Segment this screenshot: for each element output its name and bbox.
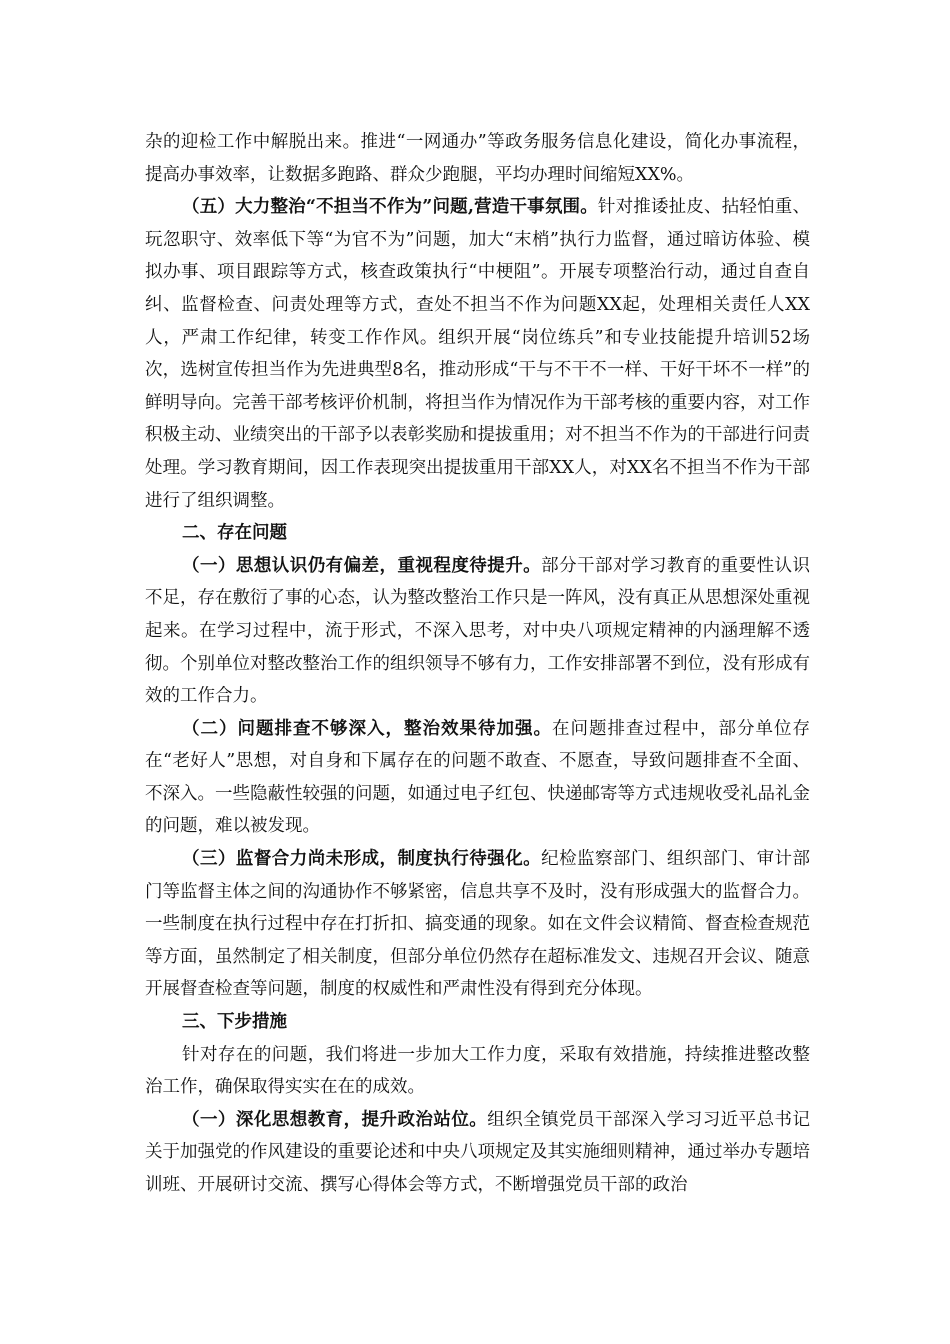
item-text: 组织全镇党员干部深入学习习近平总书记关于加强党的作风建设的重要论述和中央八项规定及其实施细则精神，通过举办专题培训班、开展研讨交流、撰写心得体会等方式，不断增强党员干部的政治 [145, 1109, 810, 1195]
item-text: 部分干部对学习教育的重要性认识不足，存在敷衍了事的心态，认为整改整治工作只是一阵风，没有真正从思想深处重视起来。在学习过程中，流于形式，不深入思考，对中央八项规定精神的内涵理解不透彻。个别单位对整改整治工作的组织领导不够有力，工作安排部署不到位，没有形成有效的工作合力。 [145, 555, 811, 707]
section-heading-next-steps: 三、下步措施 [182, 1012, 287, 1033]
paragraph-problem-one [145, 550, 810, 713]
item-text: 在问题排查过程中，部分单位存在“老好人”思想，对自身和下属存在的问题不敢查、不愿查，导致问题排查不全面、不深入。一些隐蔽性较强的问题，如通过电子红包、快递邮寄等方式违规收受礼品礼金的问题，难以被发现。 [145, 718, 810, 837]
paragraph-problem-three [145, 843, 810, 1006]
item-heading: （一）深化思想教育，提升政治站位。 [182, 1109, 488, 1130]
item-heading: （一）思想认识仍有偏差，重视程度待提升。 [182, 555, 542, 576]
item-heading: （三）监督合力尚未形成，制度执行待强化。 [182, 849, 542, 870]
paragraph-problem-two [145, 713, 810, 843]
paragraph-item-five [145, 191, 810, 517]
paragraph-continuation: 杂的迎检工作中解脱出来。推进“一网通办”等政务服务信息化建设，简化办事流程，提高办事效率，让数据多跑路、群众少跑腿，平均办理时间缩短XX%。 [145, 132, 810, 185]
item-text: 针对推诿扯皮、拈轻怕重、玩忽职守、效率低下等“为官不为”问题，加大“末梢”执行力监督，通过暗访体验、模拟办事、项目跟踪等方式，核查政策执行“中梗阻”。开展专项整治行动，通过自查自纠、监督检查、问责处理等方式，查处不担当不作为问题XX起，处理相关责任人XX人，严肃工作纪律，转变工作作风。组织开展“岗位练兵”和专业技能提升培训52场次，选树宣传担当作为先进典型8名，推动形成“干与不干不一样、干好干坏不一样”的鲜明导向。完善干部考核评价机制，将担当作为情况作为干部考核的重要内容，对工作积极主动、业绩突出的干部予以表彰奖励和提拔重用；对不担当不作为的干部进行问责处理。学习教育期间，因工作表现突出提拔重用干部XX人，对XX名不担当不作为干部进行了组织调整。 [145, 197, 810, 511]
item-heading: （二）问题排查不够深入，整治效果待加强。 [182, 718, 552, 739]
paragraph-measure-one [145, 1104, 810, 1202]
item-text: 纪检监察部门、组织部门、审计部门等监督主体之间的沟通协作不够紧密，信息共享不及时，没有形成强大的监督合力。一些制度在执行过程中存在打折扣、搞变通的现象。如在文件会议精简、督查检查规范等方面，虽然制定了相关制度，但部分单位仍然存在超标准发文、违规召开会议、随意开展督查检查等问题，制度的权威性和严肃性没有得到充分体现。 [145, 849, 811, 1000]
document-body [145, 126, 810, 1202]
paragraph-next-steps-intro: 针对存在的问题，我们将进一步加大工作力度，采取有效措施，持续推进整改整治工作，确保取得实实在在的成效。 [145, 1044, 810, 1098]
section-heading-problems: 二、存在问题 [182, 523, 287, 544]
item-heading: （五）大力整治“不担当不作为”问题,营造干事氛围。 [182, 197, 598, 218]
